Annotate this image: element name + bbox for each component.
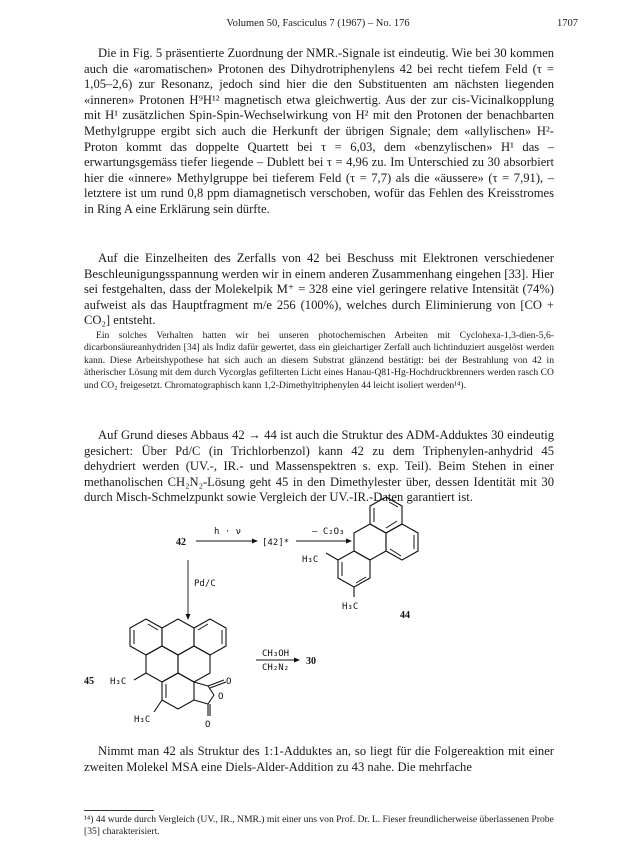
paragraph-1-text: Die in Fig. 5 präsentierte Zuordnung der NMR.-Signale ist eindeutig. Wie bei 30 kommen auch die «aromatischen» Protonen des Dihydrotriphenylens 42 bei recht tiefem Feld (τ = 1,05–2,6) zur Resonanz, jedoch sind hier die den Substituenten am nächsten liegenden «inneren» Protonen H⁹H¹² magnetisch etwa gleichwertig. Aus der zur cis-Vicinalkopplung mit H¹ zusätzlichen Spin-Spin-Wechselwirkung von H² mit den Protonen der benachbarten Methylgruppe ergibt sich auch die Herkunft der übrigen Signale; dem «allylischen» H²-Proton kommt das doppelte Quartett bei τ = 6,03, dem «benzylischen» H¹ das – erwartungsgemäss tiefer liegende – Dublett bei τ = 4,96 zu. Im Unterschied zu 30 absorbiert hier die «innere» Methylgruppe bei tieferem Feld (τ = 7,7) als die «äussere» (τ = 7,91), – letztere ist um rund 0,8 ppm diamagnetisch verschoben, wofür das Fehlen des Kreisstromes in Ring A eine Erklärung sein dürfte. [84,46,554,216]
page-number: 1707 [557,18,578,29]
paragraph-5 [84,744,554,775]
paragraph-5-text: Nimmt man 42 als Struktur des 1:1-Adduktes an, so liegt für die Folgereaktion mit einer zweiten Molekel MSA eine Diels-Alder-Addition zu 43 nahe. Die mehrfache [84,744,554,774]
scheme-start-label: 42 [176,537,186,548]
arrow-1-head [252,539,258,544]
scheme-intermediate-label: [42]* [262,538,290,548]
methyl-label-44-b: H₃C [342,602,359,612]
product-44-label: 44 [400,610,410,621]
oxygen-label-b: O [218,692,224,702]
methyl-label-45-b: H₃C [134,715,151,725]
reagent-bottom: CH₂N₂ [262,663,290,673]
anhydride-45-structure [130,619,226,716]
footnote-rule [84,810,154,811]
arrow-3-head [294,658,300,663]
methyl-label-45-a: H₃C [110,677,127,687]
journal-line: Volumen 50, Fasciculus 7 (1967) – No. 176 [226,18,410,29]
arrow-2-label: – C₂O₃ [312,527,345,537]
footnote-text: ¹⁴) 44 wurde durch Vergleich (UV., IR., NMR.) mit einer uns von Prof. Dr. L. Fieser freundlicherweise überlassenen Probe [35] charakterisiert. [84,814,554,838]
product-30-label: 30 [306,656,316,667]
arrow-2-head [346,539,352,544]
methyl-label-44-a: H₃C [302,555,319,565]
oxygen-label-a: O [226,677,232,687]
product-45-label: 45 [84,676,94,687]
triphenylene-44-structure [326,497,418,597]
paragraph-2-text: Auf die Einzelheiten des Zerfalls von 42 bei Beschuss mit Elektronen verschiedener Beschleunigungsspannung werden wir in einem anderen Zusammenhang eingehen [33]. Hier sei festgehalten, dass der Molekelpik M⁺ = 328 eine viel geringere relative Intensität (74%) aufweist als das Hauptfragment m/e 256 (100%), welches durch Eliminierung von [CO + CO₂] entsteht. [84,251,554,328]
oxygen-label-c: O [205,720,211,730]
arrow-down-label: Pd/C [194,579,216,589]
arrow-down-head [186,614,191,620]
footnote [84,814,554,839]
reagent-top: CH₃OH [262,649,290,659]
paragraph-4-text: Auf Grund dieses Abbaus 42 → 44 ist auch die Struktur des ADM-Adduktes 30 eindeutig gesichert: Über Pd/C (in Trichlorbenzol) kann 42 zu dem Triphenylen-anhydrid 45 dehydriert werden (UV.-, IR.- und Massenspektren s. exp. Teil). Beim Stehen in einer methanolischen CH₂N₂-Lösung geht 45 in den Dimethylester über, dessen Identität mit 30 durch Misch-Schmelzpunkt sowie Vergleich der UV.-IR.-Daten garantiert ist. [84,428,554,505]
paragraph-3-text: Ein solches Verhalten hatten wir bei unseren photochemischen Arbeiten mit Cyclohexa-1,3-dien-5,6-dicarbonsäureanhydriden [34] als Indiz dafür gewertet, dass ein gleichartiger Zerfall auch lichtinduziert ausgelöst werden kann. Diese Arbeitshypothese hat sich auch an diesem Substrat glänzend bestätigt: bei der Bestrahlung von 42 in ätherischer Lösung mit dem durch Vycorglas gefilterten Licht eines Hanau-Q81-Hg-Hochdruckbrenners werden rasch CO und CO₂ freigesetzt. Chromatographisch kann 1,2-Dimethyltriphenylen 44 leicht isoliert werden¹⁴). [84,330,554,391]
arrow-1-label: h · ν [214,527,242,537]
